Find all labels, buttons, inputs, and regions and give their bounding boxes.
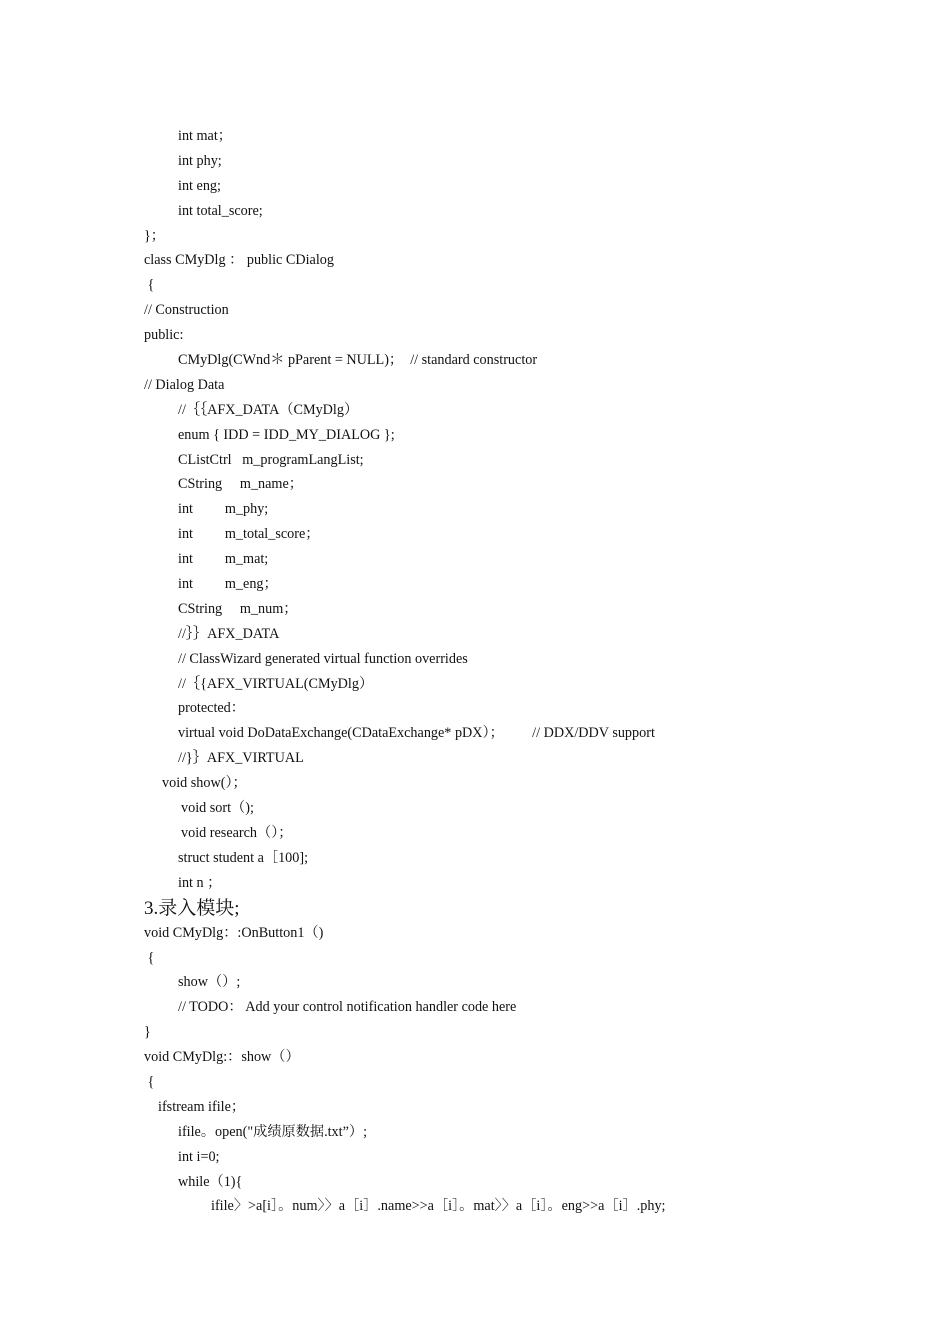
code-line: { (144, 1073, 155, 1090)
code-line: int eng; (178, 177, 221, 194)
code-listing (144, 124, 904, 1219)
code-line: { (144, 949, 155, 966)
code-line: int n ； (178, 874, 222, 891)
code-line: ifile。open("成绩原数据.txt”）; (178, 1123, 368, 1140)
code-line: CListCtrl m_programLangList; (178, 451, 364, 468)
code-line: // Dialog Data (144, 376, 225, 393)
code-line: int m_total_score； (178, 526, 320, 543)
code-line: int m_phy; (178, 501, 269, 518)
code-line: struct student a［100]; (178, 849, 309, 866)
code-line: //}｝AFX_VIRTUAL (178, 750, 304, 767)
code-line: int m_eng； (178, 576, 278, 593)
code-line: } (144, 1024, 151, 1041)
code-line: }； (144, 227, 165, 244)
code-line: CString m_name； (178, 476, 303, 493)
code-line: void research（）； (181, 824, 293, 841)
code-line: int i=0; (178, 1148, 220, 1165)
code-line: void show(）； (162, 775, 247, 792)
code-line: // Construction (144, 302, 229, 319)
code-line: public: (144, 327, 184, 344)
code-line: int m_mat; (178, 551, 269, 568)
code-line: int total_score; (178, 202, 263, 219)
code-line: while（1){ (178, 1173, 243, 1190)
code-line: void CMyDlg：:OnButton1（) (144, 924, 324, 941)
code-line: ifile〉>a[i］。num〉〉a［i］.name>>a［i］。mat〉〉a［i］。eng>>a［i］.phy; (211, 1198, 666, 1215)
code-line: //｝｝AFX_DATA (178, 625, 280, 642)
code-line: class CMyDlg ： public CDialog (144, 252, 334, 269)
section-heading: 3.录入模块; (144, 897, 240, 919)
code-line: show（）; (178, 974, 241, 991)
code-line: int mat； (178, 128, 232, 144)
code-line: protected： (178, 700, 245, 717)
code-line: void CMyDlg:：show（） (144, 1049, 300, 1066)
code-line: // ClassWizard generated virtual function overrides (178, 650, 468, 667)
code-line: int phy; (178, 152, 222, 169)
code-line: //｛{AFX_VIRTUAL(CMyDlg） (178, 675, 374, 692)
code-line: { (144, 277, 155, 294)
code-line: CMyDlg(CWnd＊ pParent = NULL)； // standard constructor (178, 352, 538, 369)
code-line: void sort（); (181, 800, 254, 817)
code-line: virtual void DoDataExchange(CDataExchange* pDX）； // DDX/DDV support (178, 725, 655, 742)
code-line: // TODO： Add your control notification handler code here (178, 999, 517, 1016)
code-line: CString m_num； (178, 600, 298, 617)
code-line: ifstream ifile； (158, 1098, 246, 1115)
code-line: //｛｛AFX_DATA（CMyDlg） (178, 401, 359, 418)
code-line: enum { IDD = IDD_MY_DIALOG }; (178, 426, 395, 443)
